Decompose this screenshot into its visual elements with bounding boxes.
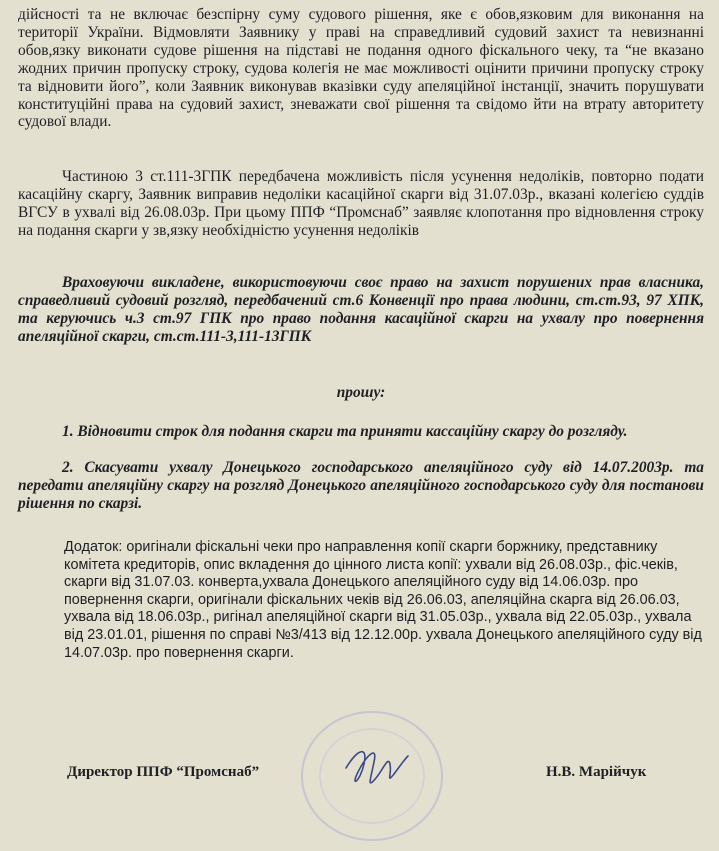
paragraph-3: Враховуючи викладене, використовуючи своє право на захист порушених прав власника, справедливий судовий розгляд, передбачений ст.6 Конвенції про права людини, ст.ст.93, 97 ХПК, та керуючись ч.3 ст.97 ГПК про право подання касаційної скарги на ухвалу про повернення апеляційної скарги, ст.ст.111-3,111-13ГПК xyxy=(18,274,704,345)
paragraph-2: Частиною 3 ст.111-3ГПК передбачена можливість після усунення недоліків, повторно подати касаційну скаргу, Заявник виправив недоліки касаційної скарги від 31.07.03р., вказані колегією суддів ВГСУ в ухвалі від 26.08.03р. При цьому ППФ “Промснаб” заявляє клопотання про відновлення строку на подання скарги у зв,язку необхідністю усунення недоліків xyxy=(18,168,704,239)
request-2: 2. Скасувати ухвалу Донецького господарського апеляційного суду від 14.07.2003р. та передати апеляційну скаргу на розгляд Донецького апеляційного господарського суду для постанови рішення по скарзі. xyxy=(18,459,704,512)
request-1: 1. Відновити строк для подання скарги та приняти кассаційну скаргу до розгляду. xyxy=(62,423,628,440)
signature xyxy=(338,738,418,798)
signatory-position: Директор ППФ “Промснаб” xyxy=(67,764,260,780)
attachment: Додаток: оригінали фіскальні чеки про направлення копії скарги боржнику, представнику комітета кредиторів, опис вкладення до цінного листа копії: ухвали від 26.08.03р., фіс.чеків, скарги від 31.07.03. конверта,ухвала Донецького апеляційного суду від 14.06.03р. про повернення скарги, оригінали фіскальних чеків від 26.06.03, апеляційна скарга від 26.06.03, ухвала від 18.06.03р., ригінал апеляційної скарги від 31.05.03р., ухвала від 22.05.03р., ухвала від 23.01.01, рішення по справі №3/413 від 12.12.00р. ухвала Донецького апеляційного суду від 14.07.03р. про повернення скарги. xyxy=(64,539,702,661)
paragraph-1: дійсності та не включає безспірну суму судового рішення, яке є обов,язковим для виконання на території України. Відмовляти Заявнику у праві на справедливий судовий захист та невизнанні обов,язку виконати судове рішення на підставі не подання одного фіскального чеку, та “не вказано жодних причин пропуску строку, судова колегія не має можливості оцінити причини пропуску строку та відновити його”, коли Заявник виконував вказівки суду апеляційної інстанції, значить порушувати конституційні права на судовий захист, зневажати свої рішення та свідомо йти на втрату авторитету судової влади. xyxy=(18,6,704,131)
signatory-name: Н.В. Марійчук xyxy=(546,764,647,780)
request-heading: прошу: xyxy=(336,384,386,401)
